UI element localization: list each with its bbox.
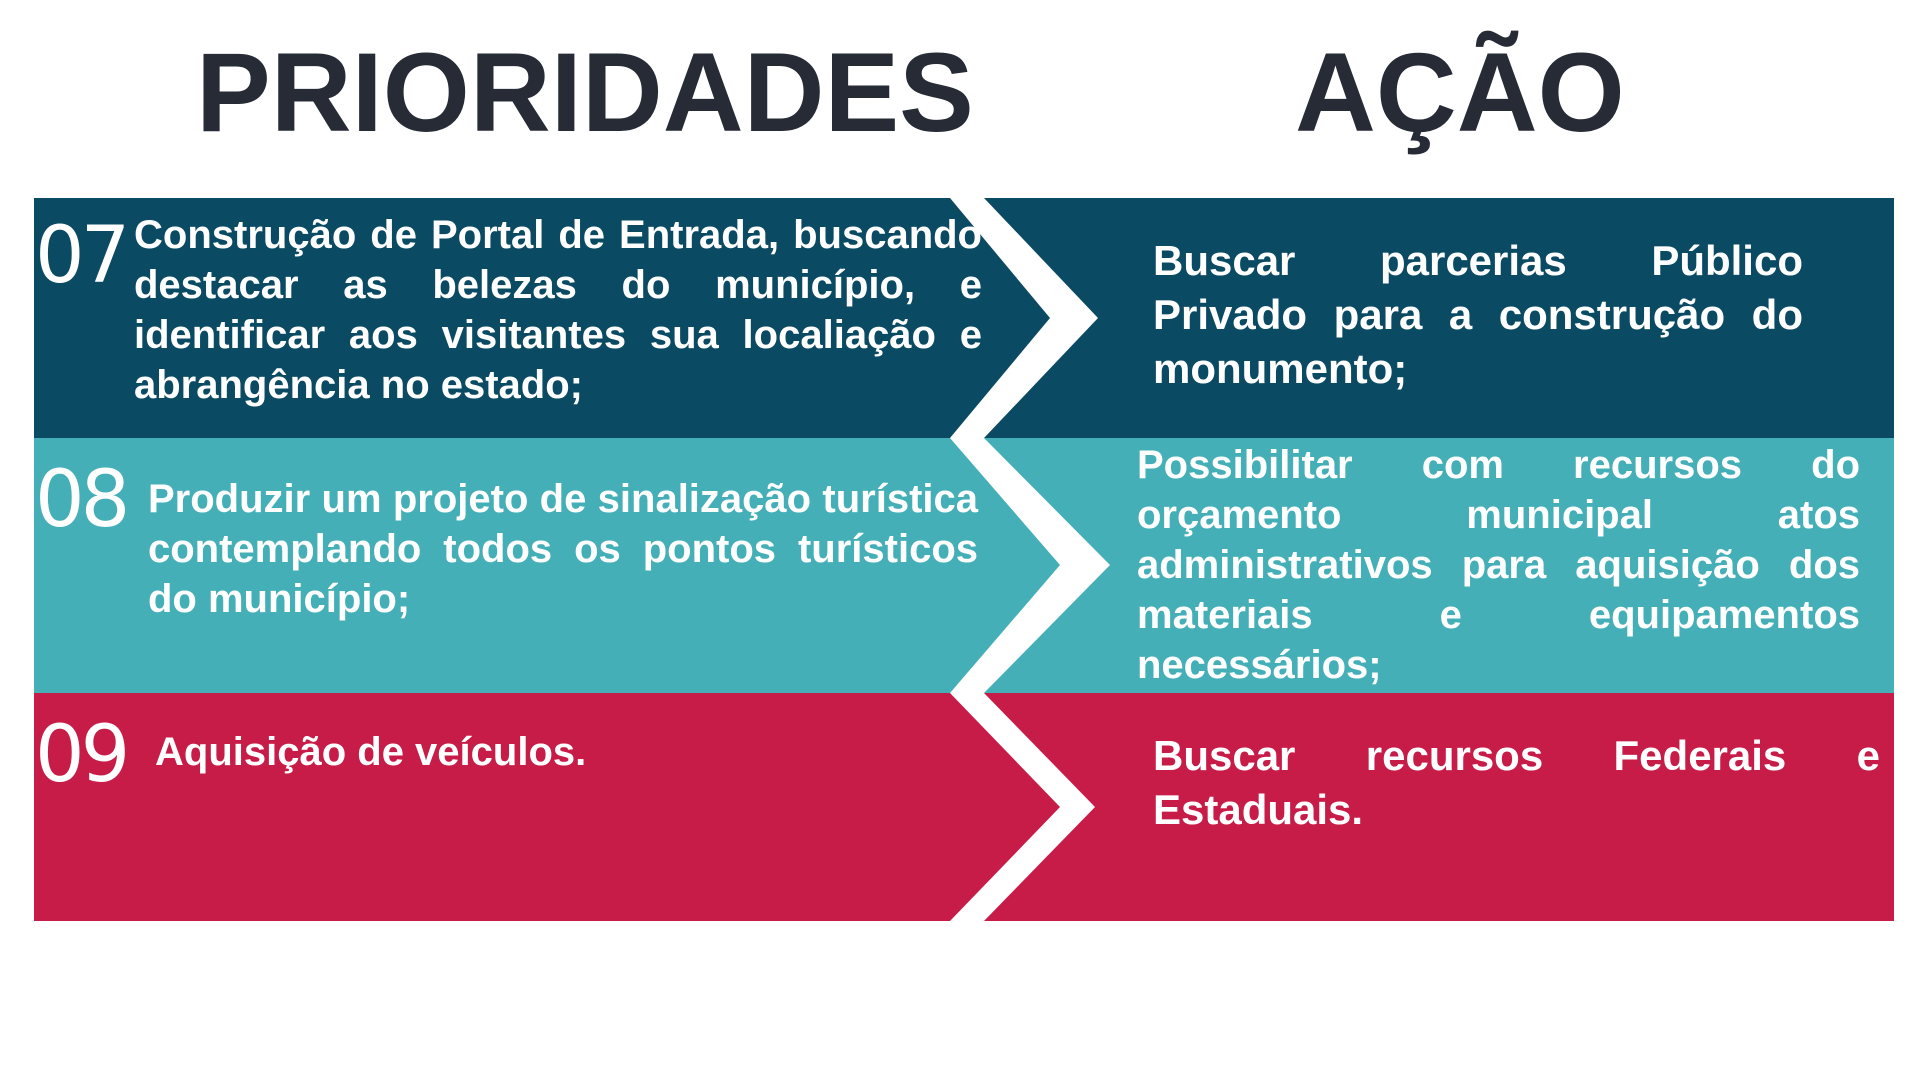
prioridade-text: Construção de Portal de Entrada, buscando destacar as belezas do município, e identificar aos visitantes sua localiação e abrangência no estado; bbox=[134, 213, 982, 407]
prioridade-text: Produzir um projeto de sinalização turística contemplando todos os pontos turísticos do município; bbox=[148, 477, 978, 621]
row-number: 08 bbox=[35, 455, 127, 545]
row-number: 09 bbox=[35, 710, 127, 800]
prioridades-heading: PRIORIDADES bbox=[196, 30, 974, 155]
acao-text: Possibilitar com recursos do orçamento municipal atos administrativos para aquisição dos materiais e equipamentos necessários; bbox=[1137, 443, 1860, 687]
row-number: 07 bbox=[35, 211, 127, 301]
acao-text: Buscar parcerias Público Privado para a construção do monumento; bbox=[1153, 237, 1803, 392]
acao-text: Buscar recursos Federais e Estaduais. bbox=[1153, 732, 1880, 833]
row-09 bbox=[0, 693, 1920, 921]
row-07 bbox=[0, 198, 1920, 438]
prioridade-text: Aquisição de veículos. bbox=[155, 730, 587, 774]
acao-heading: AÇÃO bbox=[1295, 30, 1625, 155]
row-08 bbox=[0, 438, 1920, 693]
